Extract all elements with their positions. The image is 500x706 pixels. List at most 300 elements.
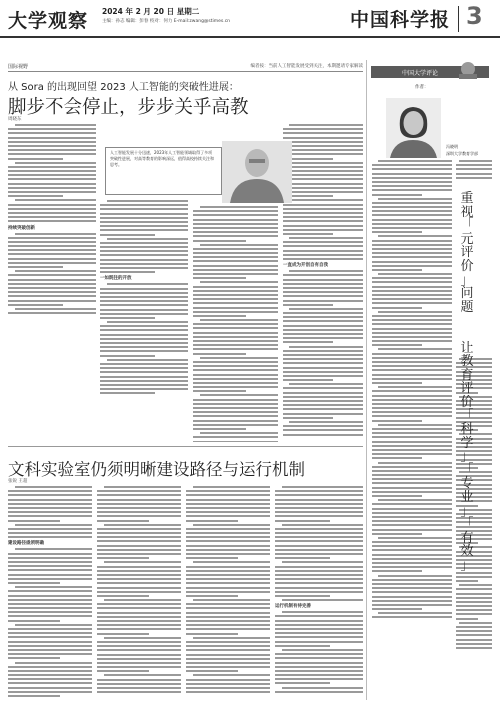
text-line xyxy=(456,643,492,645)
text-line xyxy=(97,503,181,505)
text-line xyxy=(372,428,452,430)
article1-subhead-3: 一直成为开创自有自我 xyxy=(283,263,328,269)
text-line xyxy=(283,254,363,256)
text-line xyxy=(378,499,452,501)
text-line xyxy=(283,392,363,394)
text-line xyxy=(289,162,363,164)
text-line xyxy=(283,329,363,331)
text-line xyxy=(193,277,246,279)
text-line xyxy=(186,540,270,542)
text-line xyxy=(283,291,363,293)
text-line xyxy=(283,208,363,210)
text-line xyxy=(186,616,270,618)
text-line xyxy=(283,245,363,247)
text-line xyxy=(456,634,492,636)
text-line xyxy=(275,503,363,505)
text-line xyxy=(283,287,363,289)
text-line xyxy=(100,317,155,319)
text-line xyxy=(8,691,92,693)
text-line xyxy=(8,511,92,513)
text-line xyxy=(100,392,155,394)
text-line xyxy=(456,164,492,166)
text-line xyxy=(283,429,363,431)
text-line xyxy=(372,294,452,296)
text-line xyxy=(100,242,188,244)
text-line xyxy=(186,582,270,584)
text-line xyxy=(372,277,452,279)
text-line xyxy=(372,453,452,455)
text-line xyxy=(186,633,238,635)
text-line xyxy=(100,304,188,306)
sidebar-column-label: 中国大学评论 xyxy=(402,70,439,77)
text-line xyxy=(97,494,181,496)
text-line xyxy=(104,674,181,676)
article1-kicker: 国际视野 xyxy=(8,64,29,70)
text-line xyxy=(8,520,60,522)
text-line xyxy=(283,354,363,356)
text-line xyxy=(193,269,278,271)
text-line xyxy=(372,608,422,610)
text-line xyxy=(186,574,270,576)
text-line xyxy=(456,580,478,582)
text-line xyxy=(283,396,363,398)
article1-byline: 周晓东 xyxy=(8,117,22,122)
text-line xyxy=(193,315,246,317)
text-line xyxy=(283,434,363,436)
text-line xyxy=(283,141,363,143)
text-line xyxy=(8,649,92,651)
text-line xyxy=(8,569,92,571)
text-line xyxy=(8,503,92,505)
sidebar-decoration-icon xyxy=(455,60,481,80)
text-line xyxy=(107,321,188,323)
text-line xyxy=(100,246,188,248)
text-line xyxy=(8,528,92,530)
text-line xyxy=(372,290,452,292)
text-line xyxy=(372,164,452,166)
text-line xyxy=(378,575,452,577)
text-line xyxy=(15,124,96,126)
text-line xyxy=(8,657,60,659)
text-line xyxy=(193,227,278,229)
text-line xyxy=(372,457,422,459)
text-line xyxy=(193,332,278,334)
text-line xyxy=(456,626,492,628)
text-line xyxy=(372,403,452,405)
text-line xyxy=(8,653,92,655)
text-line xyxy=(275,666,363,668)
text-line xyxy=(193,599,270,601)
text-line xyxy=(283,216,363,218)
text-line xyxy=(283,325,363,327)
text-line xyxy=(283,191,363,193)
text-line xyxy=(107,238,188,240)
text-line xyxy=(100,350,188,352)
text-line xyxy=(456,576,492,578)
text-line xyxy=(275,670,363,672)
text-line xyxy=(8,166,96,168)
text-line xyxy=(100,355,155,357)
text-line xyxy=(372,252,452,254)
text-line xyxy=(193,486,270,488)
text-line xyxy=(283,316,363,318)
text-line xyxy=(372,365,452,367)
text-line xyxy=(282,649,363,651)
text-line xyxy=(8,300,96,302)
text-line xyxy=(186,490,270,492)
text-line xyxy=(8,141,96,143)
text-line xyxy=(282,486,363,488)
text-line xyxy=(378,386,452,388)
text-line xyxy=(372,248,452,250)
text-line xyxy=(283,404,363,406)
text-line xyxy=(289,199,363,201)
text-line xyxy=(8,565,92,567)
text-line xyxy=(283,337,363,339)
text-line xyxy=(283,132,363,134)
text-line xyxy=(283,350,363,352)
text-line xyxy=(372,189,452,191)
text-line xyxy=(8,304,63,306)
text-line xyxy=(8,674,92,676)
text-line xyxy=(100,388,188,390)
text-line xyxy=(97,683,181,685)
text-line xyxy=(283,183,363,185)
text-line xyxy=(193,369,278,371)
text-line xyxy=(8,128,96,130)
author-portrait-photo xyxy=(222,141,292,203)
text-line xyxy=(200,244,278,246)
text-line xyxy=(372,185,452,187)
text-line xyxy=(275,545,363,547)
text-line xyxy=(193,265,278,267)
text-line xyxy=(372,420,422,422)
text-line xyxy=(100,292,188,294)
text-line xyxy=(283,425,363,427)
article2-subhead-1: 建设路径亟须明确 xyxy=(8,541,44,547)
text-line xyxy=(100,329,188,331)
text-line xyxy=(8,678,92,680)
text-line xyxy=(372,432,452,434)
text-line xyxy=(8,262,96,264)
text-line xyxy=(186,624,270,626)
text-line xyxy=(8,253,96,255)
text-line xyxy=(456,173,492,175)
text-line xyxy=(97,557,149,559)
text-line xyxy=(193,307,278,309)
sidebar-text-column-1 xyxy=(372,160,452,698)
text-line xyxy=(372,210,452,212)
text-line xyxy=(8,153,96,155)
text-line xyxy=(8,132,96,134)
sidebar-text-top xyxy=(456,160,492,188)
text-line xyxy=(8,687,92,689)
text-line xyxy=(97,587,181,589)
text-line xyxy=(459,584,492,586)
text-line xyxy=(459,160,492,162)
text-line xyxy=(186,658,270,660)
text-line xyxy=(372,478,452,480)
article2-column-1 xyxy=(8,486,92,698)
text-line xyxy=(97,549,181,551)
text-line xyxy=(372,357,452,359)
text-line xyxy=(372,491,452,493)
text-line xyxy=(275,566,363,568)
text-line xyxy=(372,298,452,300)
text-line xyxy=(193,302,278,304)
text-line xyxy=(97,612,181,614)
text-line xyxy=(8,532,92,534)
text-line xyxy=(456,618,478,620)
text-line xyxy=(100,338,188,340)
article1-headline: 脚步不会停止，步步关乎高教 xyxy=(8,97,249,118)
text-line xyxy=(372,445,452,447)
text-line xyxy=(8,212,96,214)
text-line xyxy=(100,371,188,373)
text-line xyxy=(193,223,278,225)
text-line xyxy=(275,515,363,517)
text-line xyxy=(372,315,452,317)
text-line xyxy=(100,267,188,269)
text-line xyxy=(8,295,96,297)
text-line xyxy=(283,300,363,302)
text-line xyxy=(283,358,363,360)
text-line xyxy=(372,395,452,397)
text-line xyxy=(186,511,270,513)
page-number: 3 xyxy=(466,2,483,30)
text-line xyxy=(8,507,92,509)
text-line xyxy=(200,394,278,396)
text-line xyxy=(372,466,452,468)
text-line xyxy=(8,628,92,630)
text-line xyxy=(100,313,188,315)
text-line xyxy=(100,367,188,369)
text-line xyxy=(283,274,363,276)
text-line xyxy=(15,162,96,164)
text-line xyxy=(8,195,63,197)
text-line xyxy=(100,221,188,223)
text-line xyxy=(100,300,188,302)
text-line xyxy=(372,206,452,208)
text-line xyxy=(8,595,92,597)
text-line xyxy=(372,378,452,380)
text-line xyxy=(97,511,181,513)
text-line xyxy=(372,231,422,233)
article1-column-1 xyxy=(8,124,96,442)
text-line xyxy=(193,340,278,342)
text-line xyxy=(275,595,330,597)
text-line xyxy=(186,553,270,555)
text-line xyxy=(378,612,452,614)
text-line xyxy=(104,599,181,601)
text-line xyxy=(275,628,363,630)
text-line xyxy=(283,204,363,206)
text-line xyxy=(193,273,278,275)
text-line xyxy=(8,249,96,251)
text-line xyxy=(193,323,278,325)
text-line xyxy=(275,674,363,676)
text-line xyxy=(193,344,278,346)
text-line xyxy=(193,415,278,417)
text-line xyxy=(100,234,155,236)
text-line xyxy=(186,649,270,651)
text-line xyxy=(186,607,270,609)
text-line xyxy=(283,304,333,306)
text-line xyxy=(104,524,181,526)
text-line xyxy=(378,462,452,464)
text-line xyxy=(97,607,181,609)
text-line xyxy=(8,279,96,281)
text-line xyxy=(456,601,492,603)
text-line xyxy=(100,254,188,256)
text-line xyxy=(372,374,452,376)
text-line xyxy=(193,256,278,258)
text-line xyxy=(186,683,270,685)
article1-subtitle: 从 Sora 的出现回望 2023 人工智能的突破性进展： xyxy=(8,82,239,93)
text-line xyxy=(283,174,363,176)
text-line xyxy=(186,595,238,597)
text-line xyxy=(283,312,363,314)
text-line xyxy=(283,149,363,151)
text-line xyxy=(8,178,96,180)
text-line xyxy=(193,441,278,443)
text-line xyxy=(193,403,278,405)
text-line xyxy=(186,645,270,647)
text-line xyxy=(372,554,452,556)
text-line xyxy=(97,595,149,597)
text-line xyxy=(289,308,363,310)
text-line xyxy=(289,237,363,239)
text-line xyxy=(275,615,363,617)
text-line xyxy=(283,128,363,130)
text-line xyxy=(193,290,278,292)
text-line xyxy=(8,312,96,314)
text-line xyxy=(97,628,181,630)
text-line xyxy=(372,570,422,572)
text-line xyxy=(193,428,246,430)
sidebar-author-name: 冯晓明 xyxy=(446,144,458,149)
text-line xyxy=(97,578,181,580)
text-line xyxy=(275,553,363,555)
text-line xyxy=(193,336,278,338)
text-line xyxy=(193,231,278,233)
text-line xyxy=(275,557,330,559)
text-line xyxy=(200,432,278,434)
text-line xyxy=(186,566,270,568)
text-line xyxy=(186,520,238,522)
text-line xyxy=(193,210,278,212)
text-line xyxy=(186,503,270,505)
newspaper-logo: 中国科学报 xyxy=(350,9,451,31)
text-line xyxy=(372,562,452,564)
text-line xyxy=(282,687,363,689)
text-line xyxy=(193,353,246,355)
text-line xyxy=(186,587,270,589)
text-line xyxy=(372,415,452,417)
text-line xyxy=(372,219,452,221)
text-line xyxy=(372,470,452,472)
text-line xyxy=(8,557,92,559)
text-line xyxy=(372,344,422,346)
text-line xyxy=(186,557,238,559)
text-line xyxy=(372,482,452,484)
text-line xyxy=(372,265,452,267)
text-line xyxy=(372,214,452,216)
text-line xyxy=(8,137,96,139)
text-line xyxy=(193,411,278,413)
text-line xyxy=(372,529,452,531)
text-line xyxy=(15,199,96,201)
sidebar-author-photo xyxy=(386,98,441,158)
text-line xyxy=(193,260,278,262)
text-line xyxy=(200,357,278,359)
text-line xyxy=(97,540,181,542)
text-line xyxy=(8,258,96,260)
text-line xyxy=(15,308,96,310)
text-line xyxy=(372,449,452,451)
text-line xyxy=(200,319,278,321)
text-line xyxy=(193,436,278,438)
text-line xyxy=(193,298,278,300)
text-line xyxy=(186,515,270,517)
text-line xyxy=(8,607,92,609)
text-line xyxy=(15,548,92,550)
text-line xyxy=(100,296,188,298)
text-line xyxy=(193,219,278,221)
text-line xyxy=(372,328,452,330)
article1-column-3 xyxy=(193,206,278,442)
text-line xyxy=(372,256,452,258)
text-line xyxy=(283,241,363,243)
text-line xyxy=(283,320,363,322)
text-line xyxy=(186,591,270,593)
text-line xyxy=(8,603,92,605)
text-line xyxy=(8,170,96,172)
text-line xyxy=(97,528,181,530)
text-line xyxy=(100,342,188,344)
text-line xyxy=(97,570,181,572)
text-line xyxy=(372,436,452,438)
text-line xyxy=(372,177,452,179)
text-line xyxy=(372,516,452,518)
text-line xyxy=(378,348,452,350)
text-line xyxy=(372,407,452,409)
text-line xyxy=(100,225,188,227)
text-line xyxy=(15,586,92,588)
text-line xyxy=(378,160,452,162)
text-line xyxy=(104,486,181,488)
text-line xyxy=(193,390,246,392)
text-line xyxy=(282,561,363,563)
text-line xyxy=(372,181,452,183)
text-line xyxy=(97,679,181,681)
text-line xyxy=(283,283,363,285)
text-line xyxy=(193,214,278,216)
text-line xyxy=(8,582,60,584)
text-line xyxy=(283,400,363,402)
text-line xyxy=(186,570,270,572)
text-line xyxy=(186,507,270,509)
text-line xyxy=(8,574,92,576)
text-line xyxy=(372,168,452,170)
text-line xyxy=(100,346,188,348)
text-line xyxy=(100,288,188,290)
text-line xyxy=(100,229,188,231)
text-line xyxy=(283,250,363,252)
text-line xyxy=(456,639,492,641)
text-line xyxy=(372,545,452,547)
text-line xyxy=(283,413,363,415)
